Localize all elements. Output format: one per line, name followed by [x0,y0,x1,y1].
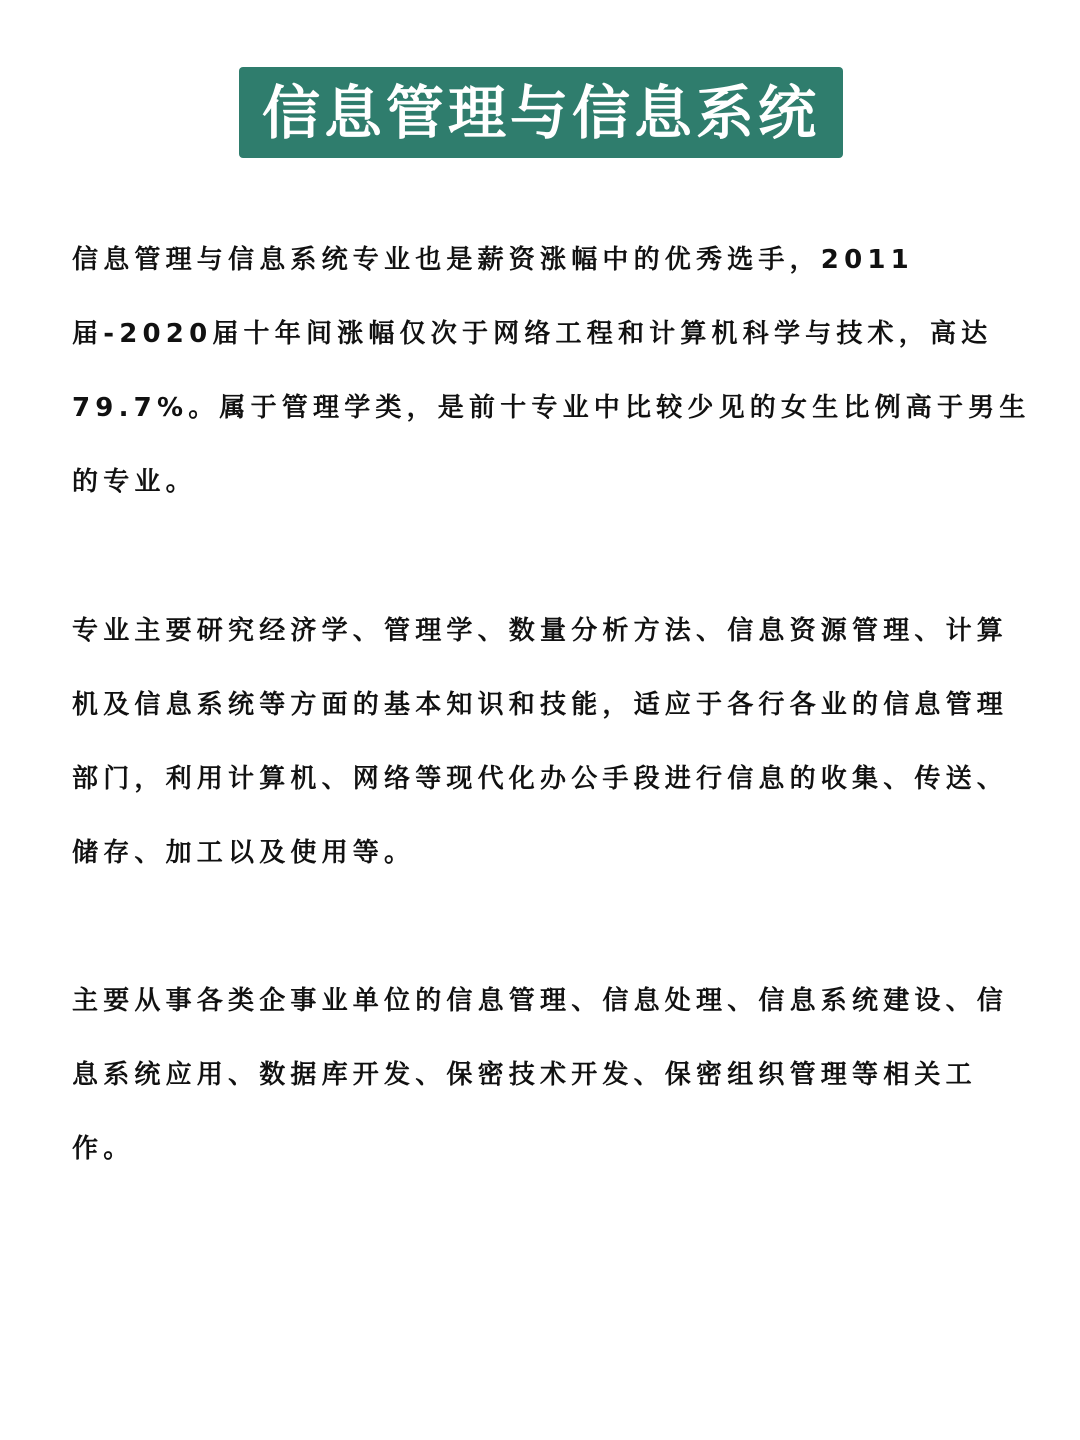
paragraph-careers [72,964,1012,1186]
paragraph-line: 79.7%。属于管理学类，是前十专业中比较少见的女生比例高于男生 [72,393,1031,423]
title-banner [239,67,843,158]
paragraph-line: 储存、加工以及使用等。 [72,838,416,868]
paragraph-line: 部门，利用计算机、网络等现代化办公手段进行信息的收集、传送、 [72,764,1009,794]
paragraph-curriculum [72,594,1012,890]
paragraph-line: 作。 [72,1134,135,1164]
paragraph-line: 专业主要研究经济学、管理学、数量分析方法、信息资源管理、计算 [72,616,1009,646]
paragraph-line: 机及信息系统等方面的基本知识和技能，适应于各行各业的信息管理 [72,690,1009,720]
paragraph-line: 主要从事各类企事业单位的信息管理、信息处理、信息系统建设、信 [72,986,1009,1016]
paragraph-line: 届-2020届十年间涨幅仅次于网络工程和计算机科学与技术，高达 [72,319,993,349]
paragraph-salary-growth [72,223,1031,519]
paragraph-line: 信息管理与信息系统专业也是薪资涨幅中的优秀选手，2011 [72,245,914,275]
paragraph-line: 息系统应用、数据库开发、保密技术开发、保密组织管理等相关工 [72,1060,977,1090]
page-title: 信息管理与信息系统 [261,78,820,147]
paragraph-line: 的专业。 [72,467,197,497]
